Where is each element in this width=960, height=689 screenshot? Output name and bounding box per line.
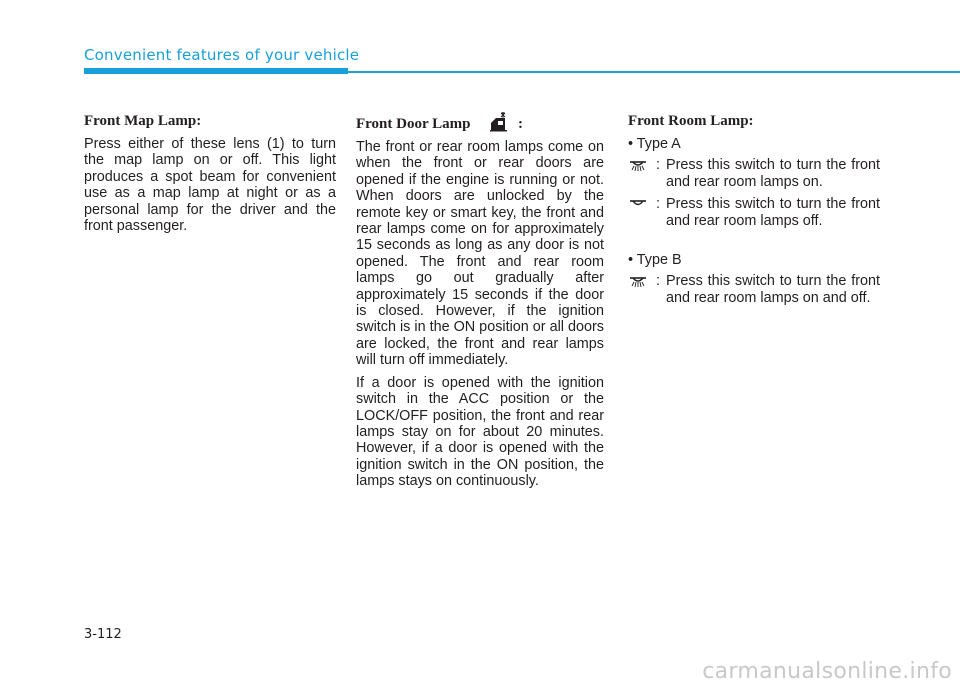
column-front-room-lamp xyxy=(628,112,880,312)
room-lamp-off-icon xyxy=(628,196,656,212)
type-a-off-row xyxy=(628,196,880,229)
heading-front-room-lamp: Front Room Lamp: xyxy=(628,113,754,129)
heading-front-map-lamp: Front Map Lamp: xyxy=(84,113,202,129)
type-a-label: • Type A xyxy=(628,136,681,152)
heading-front-door-lamp-colon: : xyxy=(517,116,523,132)
type-a-on-row xyxy=(628,157,880,190)
header-rule xyxy=(348,71,960,73)
type-b-onoff-row xyxy=(628,273,880,306)
page-number: 3-112 xyxy=(84,627,122,642)
heading-front-door-lamp xyxy=(356,112,604,133)
type-a-off-text: Press this switch to turn the front and rear room lamps off. xyxy=(666,196,880,229)
column-front-map-lamp xyxy=(84,112,336,240)
type-a-on-text: Press this switch to turn the front and rear room lamps on. xyxy=(666,157,880,190)
header-bar xyxy=(84,68,348,74)
watermark: carmanualsonline.info xyxy=(702,659,952,684)
type-b-onoff-colon: : xyxy=(656,273,660,290)
room-lamp-on-icon xyxy=(628,157,656,173)
type-a-on-colon: : xyxy=(656,157,660,174)
heading-front-door-lamp-label: Front Door Lamp xyxy=(356,116,471,132)
column-front-door-lamp xyxy=(356,112,604,496)
type-b-onoff-text: Press this switch to turn the front and rear room lamps on and off. xyxy=(666,273,880,306)
type-b-label: • Type B xyxy=(628,252,682,269)
header-title: Convenient features of your vehicle xyxy=(84,46,360,64)
room-lamp-onoff-icon xyxy=(628,273,656,289)
front-door-lamp-text-2: If a door is opened with the ignition switch in the ACC position or the LOCK/OFF position, the front and rear lamps stay on for about 20 minutes. However, if a door is opened with the ignition switch in the ON position, the lamps stays on continuously. xyxy=(356,374,604,490)
door-lamp-icon xyxy=(488,112,510,132)
type-a-off-colon: : xyxy=(656,196,660,213)
front-door-lamp-text-1: The front or rear room lamps come on when the front or rear doors are opened if the engine is running or not. When doors are unlocked by the remote key or smart key, the front and rear lamps come on for approximately 15 seconds as long as any door is not opened. The front and rear room lamps go out gradually after approximately 15 seconds if the door is closed. However, if the ignition switch is in the ON position or all doors are locked, the front and rear lamps will turn off immediately. xyxy=(356,139,604,369)
front-map-lamp-text: Press either of these lens (1) to turn the map lamp on or off. This light produces a spot beam for convenient use as a map lamp at night or as a personal lamp for the driver and the front passenger. xyxy=(84,136,336,235)
